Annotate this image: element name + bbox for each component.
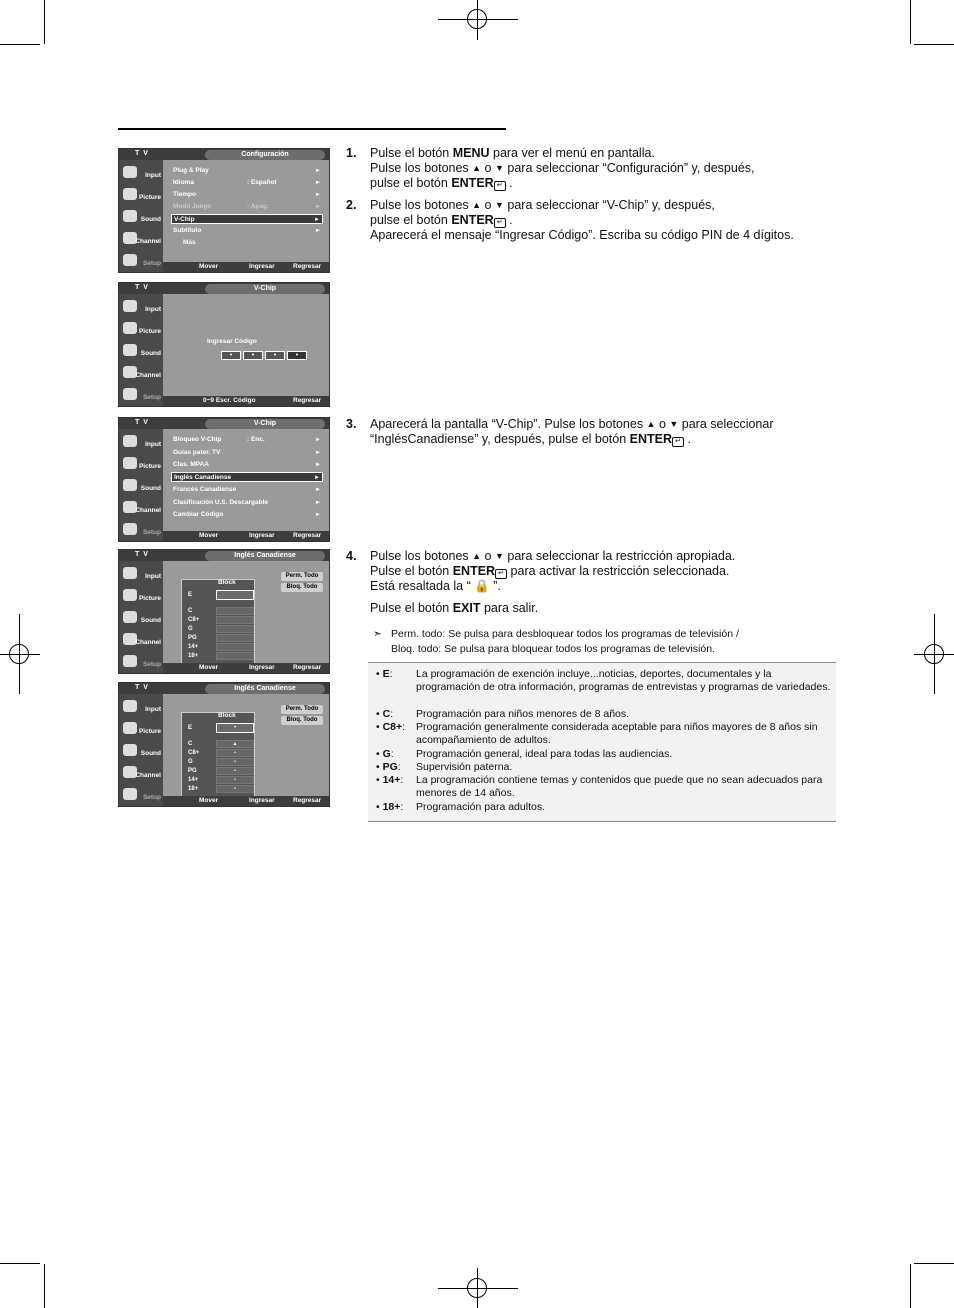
lock-icon: •: [234, 768, 236, 774]
rating-grid: [181, 579, 255, 665]
return-hint: Regresar: [293, 397, 322, 404]
move-hint: Mover: [199, 664, 219, 671]
move-hint: Mover: [199, 263, 219, 270]
up-arrow-icon: ▲: [646, 419, 656, 429]
return-hint: Regresar: [293, 797, 322, 804]
rating-label: E: [188, 592, 193, 598]
enter-icon: ↵: [672, 437, 684, 447]
rating-grid: [181, 712, 255, 798]
tv-label: T V: [135, 150, 149, 157]
sound-icon: [123, 611, 137, 623]
enter-hint: Ingresar: [249, 664, 275, 671]
registration-mark: [438, 19, 518, 20]
step-number: 1.: [346, 146, 357, 160]
registration-mark: [477, 1268, 478, 1308]
setup-icon: [123, 254, 137, 266]
block-all-button[interactable]: Bloq. Todo: [281, 716, 323, 725]
rating-cell-selected[interactable]: [216, 590, 254, 600]
sidebar-item-setup[interactable]: Setup: [121, 653, 163, 673]
picture-icon: [123, 589, 137, 601]
tv-sidebar: [119, 694, 163, 807]
rating-definitions: • E: La programación de exención incluye...noticias, deportes, documentales y la programación de otra información, programas de entrevistas y programas de variedades. • C: Programación para niños menores de 8 años. • C8+: Programación generalmente considerada aceptable para niños mayores de 8 años sin acompañamiento de adultos. • G: Programación general, ideal para todas las audiencias. • PG: Supervisión paterna. • 14+: La programación contiene temas y contenidos que puede que no sean adecuados para menores de 14 años. • 18+: Programación para adultos.: [368, 662, 836, 822]
rating-label: C8+: [188, 617, 200, 623]
lock-icon: •: [234, 759, 236, 765]
registration-mark: [934, 614, 935, 694]
tv-screen-ingles-canadiense-blocked: [118, 682, 330, 807]
registration-mark: [438, 1288, 518, 1289]
lock-icon: •: [233, 725, 237, 731]
sidebar-item-setup[interactable]: Setup: [121, 386, 163, 406]
sidebar-item-input[interactable]: Input: [121, 164, 163, 184]
picture-icon: [123, 322, 137, 334]
rating-cell[interactable]: [216, 652, 254, 660]
menu-item[interactable]: Francés Canadiense ►: [173, 486, 321, 493]
tv-screen-pin: [118, 282, 330, 407]
input-icon: [123, 567, 137, 579]
sidebar-item-setup[interactable]: Setup: [121, 521, 163, 541]
sound-icon: [123, 744, 137, 756]
tv-sidebar: [119, 294, 163, 407]
sidebar-item-setup[interactable]: Setup: [121, 786, 163, 806]
step-number: 2.: [346, 198, 357, 212]
tv-label: T V: [135, 419, 149, 426]
setup-icon: [123, 655, 137, 667]
menu-item[interactable]: Clasificación U.S. Descargable ►: [173, 499, 321, 506]
rating-label: PG: [188, 768, 197, 774]
tv-screen-vchip: [118, 417, 330, 542]
crop-mark: [914, 1263, 954, 1264]
lock-icon: ▲: [232, 741, 238, 747]
menu-item[interactable]: Idioma : Español ►: [173, 179, 321, 186]
tv-sidebar: [119, 429, 163, 542]
rating-cell[interactable]: [216, 758, 254, 766]
rating-label: E: [188, 725, 193, 731]
menu-footer: [163, 796, 330, 806]
sidebar-item-channel[interactable]: Channel: [121, 364, 163, 384]
sidebar-item-input[interactable]: Input: [121, 298, 163, 318]
menu-item[interactable]: Guías pater. TV ►: [173, 449, 321, 456]
sidebar-item-picture[interactable]: Picture: [121, 587, 163, 607]
return-hint: Regresar: [293, 532, 322, 539]
sidebar-item-channel[interactable]: Channel: [121, 499, 163, 519]
crop-mark: [44, 1264, 45, 1308]
step-number: 4.: [346, 549, 357, 563]
menu-title: V-Chip: [205, 284, 325, 294]
rating-label: 18+: [188, 653, 199, 659]
rating-label: C: [188, 741, 193, 747]
header-rule: [118, 128, 506, 130]
move-hint: Mover: [199, 797, 219, 804]
rating-cell-selected[interactable]: [216, 723, 254, 733]
rating-cell[interactable]: [216, 767, 254, 775]
pin-label: Ingresar Código: [207, 338, 257, 345]
rating-label: 18+: [188, 786, 199, 792]
pin-digit[interactable]: •: [243, 351, 263, 360]
menu-item[interactable]: Plug & Play ►: [173, 167, 321, 174]
menu-item-selected[interactable]: Inglés Canadiense ►: [171, 472, 323, 482]
up-arrow-icon: ▲: [472, 200, 482, 210]
enter-hint: Ingresar: [249, 532, 275, 539]
block-header: Block: [218, 712, 236, 719]
pin-digit[interactable]: •: [221, 351, 241, 360]
sidebar-item-setup[interactable]: Setup: [121, 252, 163, 272]
enter-icon: ↵: [494, 218, 506, 228]
sidebar-item-sound[interactable]: Sound: [121, 342, 163, 362]
rating-label: 14+: [188, 777, 199, 783]
menu-item[interactable]: Cambiar Código ►: [173, 511, 321, 518]
down-arrow-icon: ▼: [494, 551, 504, 561]
picture-icon: [123, 188, 137, 200]
sidebar-item-sound[interactable]: Sound: [121, 477, 163, 497]
menu-panel: [163, 160, 330, 264]
menu-footer: [163, 262, 330, 272]
lock-icon: •: [234, 786, 236, 792]
tv-screen-ingles-canadiense: [118, 549, 330, 674]
rating-cell[interactable]: [216, 643, 254, 651]
menu-title: V-Chip: [205, 419, 325, 429]
rating-cell[interactable]: [216, 634, 254, 642]
rating-cell[interactable]: [216, 625, 254, 633]
block-header: Block: [218, 579, 236, 586]
rating-label: PG: [188, 635, 197, 641]
up-arrow-icon: ▲: [472, 163, 482, 173]
picture-icon: [123, 722, 137, 734]
rating-cell[interactable]: [216, 616, 254, 624]
rating-cell[interactable]: [216, 749, 254, 757]
sidebar-item-sound[interactable]: Sound: [121, 742, 163, 762]
sidebar-item-input[interactable]: Input: [121, 565, 163, 585]
rating-cell[interactable]: [216, 785, 254, 793]
rating-cell[interactable]: [216, 607, 254, 615]
step-number: 3.: [346, 417, 357, 431]
down-arrow-icon: ▼: [494, 200, 504, 210]
crop-mark: [44, 0, 45, 44]
menu-footer: [163, 531, 330, 541]
sidebar-item-picture[interactable]: Picture: [121, 455, 163, 475]
setup-icon: [123, 388, 137, 400]
pin-panel: [163, 294, 330, 398]
tv-sidebar: [119, 561, 163, 674]
crop-mark: [0, 44, 40, 45]
lock-icon: •: [234, 750, 236, 756]
tv-label: T V: [135, 284, 149, 291]
menu-item[interactable]: Modo Juego : Apag. ►: [173, 203, 321, 210]
input-icon: [123, 700, 137, 712]
picture-icon: [123, 457, 137, 469]
sidebar-item-input[interactable]: Input: [121, 698, 163, 718]
menu-item[interactable]: Bloqueo V-Chip : Enc. ►: [173, 436, 321, 443]
sidebar-item-input[interactable]: Input: [121, 433, 163, 453]
crop-mark: [910, 0, 911, 44]
rating-label: G: [188, 626, 193, 632]
rating-label: C: [188, 608, 193, 614]
tv-label: T V: [135, 551, 149, 558]
crop-mark: [914, 44, 954, 45]
menu-title: Inglés Canadiense: [205, 551, 325, 561]
sidebar-item-sound[interactable]: Sound: [121, 609, 163, 629]
registration-mark: [19, 614, 20, 694]
menu-item-more[interactable]: Más: [183, 239, 196, 246]
sidebar-item-picture[interactable]: Picture: [121, 186, 163, 206]
down-arrow-icon: ▼: [669, 419, 679, 429]
sound-icon: [123, 479, 137, 491]
menu-panel: [163, 429, 330, 533]
up-arrow-icon: ▲: [472, 551, 482, 561]
sidebar-item-picture[interactable]: Picture: [121, 720, 163, 740]
sidebar-item-channel[interactable]: Channel: [121, 764, 163, 784]
menu-footer: [163, 663, 330, 673]
allow-all-button[interactable]: Perm. Todo: [281, 705, 323, 714]
rating-label: G: [188, 759, 193, 765]
sidebar-item-sound[interactable]: Sound: [121, 208, 163, 228]
allow-all-button[interactable]: Perm. Todo: [281, 572, 323, 581]
tv-screen-configuracion: [118, 148, 330, 273]
setup-icon: [123, 788, 137, 800]
move-hint: Mover: [199, 532, 219, 539]
enter-icon: ↵: [495, 569, 507, 579]
enter-hint: Ingresar: [249, 797, 275, 804]
block-all-button[interactable]: Bloq. Todo: [281, 583, 323, 592]
rating-cell[interactable]: [216, 740, 254, 748]
sidebar-item-channel[interactable]: Channel: [121, 631, 163, 651]
tv-label: T V: [135, 684, 149, 691]
sound-icon: [123, 210, 137, 222]
rating-panel: [163, 561, 330, 665]
crop-mark: [0, 1263, 40, 1264]
enter-hint: Ingresar: [249, 263, 275, 270]
rating-label: 14+: [188, 644, 199, 650]
tv-sidebar: [119, 160, 163, 273]
enter-icon: ↵: [494, 181, 506, 191]
return-hint: Regresar: [293, 263, 322, 270]
menu-item[interactable]: Clas. MPAA ►: [173, 461, 321, 468]
down-arrow-icon: ▼: [494, 163, 504, 173]
note-arrow-icon: ➣: [373, 628, 382, 640]
return-hint: Regresar: [293, 664, 322, 671]
setup-icon: [123, 523, 137, 535]
menu-item-selected[interactable]: V-Chip ►: [171, 214, 323, 224]
crop-mark: [910, 1264, 911, 1308]
rating-label: C8+: [188, 750, 200, 756]
input-icon: [123, 435, 137, 447]
menu-item[interactable]: Subtítulo ►: [173, 227, 321, 234]
sound-icon: [123, 344, 137, 356]
sidebar-item-picture[interactable]: Picture: [121, 320, 163, 340]
sidebar-item-channel[interactable]: Channel: [121, 230, 163, 250]
menu-footer: [163, 396, 330, 406]
rating-cell[interactable]: [216, 776, 254, 784]
pin-digit-active[interactable]: •: [287, 351, 307, 360]
rating-panel: [163, 694, 330, 798]
registration-mark: [477, 0, 478, 40]
input-icon: [123, 300, 137, 312]
menu-title: Configuración: [205, 150, 325, 160]
lock-icon: •: [234, 777, 236, 783]
menu-title: Inglés Canadiense: [205, 684, 325, 694]
registration-mark: [0, 654, 40, 655]
input-icon: [123, 166, 137, 178]
pin-digit[interactable]: •: [265, 351, 285, 360]
lock-icon: 🔒: [474, 579, 490, 593]
code-hint: 0~9 Escr. Código: [203, 397, 256, 404]
menu-item[interactable]: Tiempo ►: [173, 191, 321, 198]
